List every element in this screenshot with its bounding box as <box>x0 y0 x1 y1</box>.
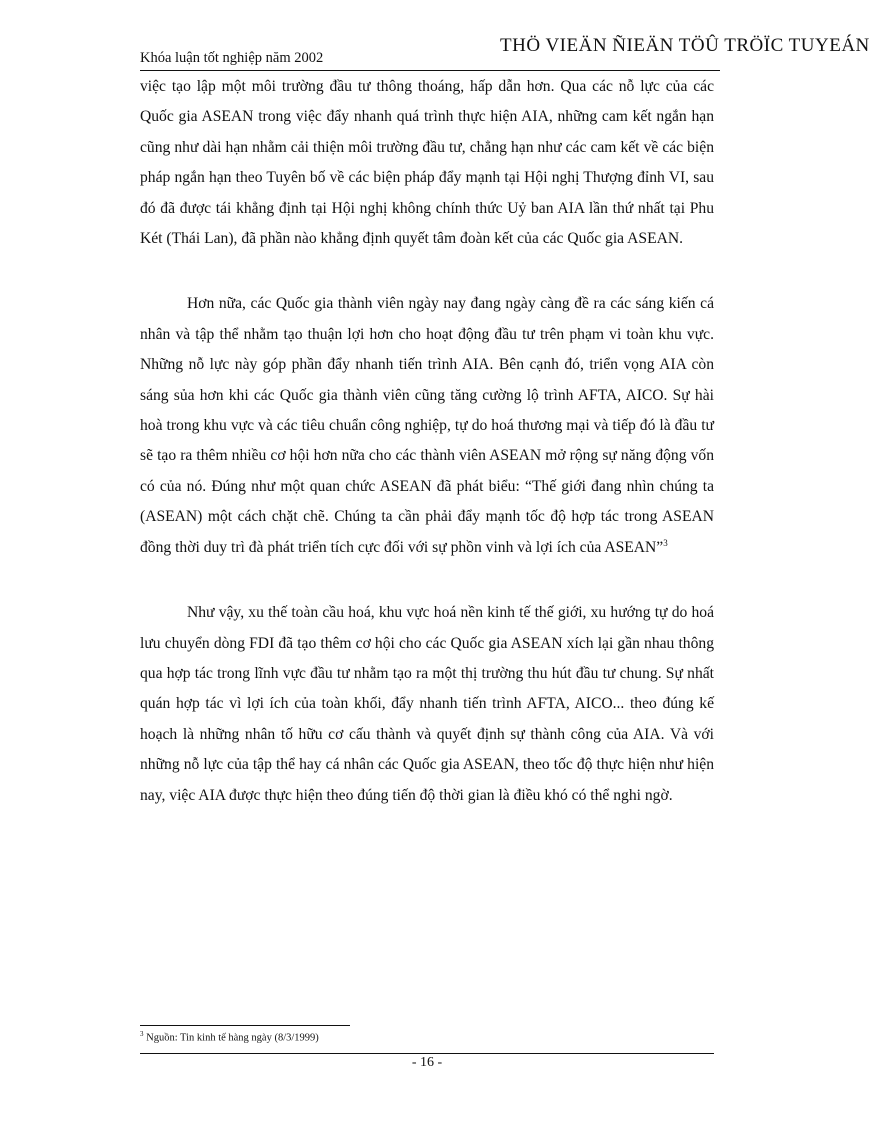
main-body <box>140 72 714 811</box>
footnote-number: 3 <box>140 1030 144 1038</box>
paragraph-2 <box>140 289 714 563</box>
paragraph-1 <box>140 72 714 254</box>
paragraph-gap <box>140 254 714 289</box>
paragraph-3 <box>140 598 714 811</box>
header-divider <box>140 70 720 71</box>
paragraph-3-text: Như vậy, xu thế toàn cầu hoá, khu vực hoá nền kinh tế thế giới, xu hướng tự do hoá lưu chuyển dòng FDI đã tạo thêm cơ hội cho các Quốc gia ASEAN xích lại gần nhau thông qua hợp tác trong lĩnh vực đầu tư nhằm tạo ra một thị trường thu hút đầu tư chung. Sự nhất quán hợp tác vì lợi ích của toàn khối, đẩy nhanh tiến trình AFTA, AICO... theo đúng kế hoạch là những nhân tố hữu cơ cấu thành và quyết định sự thành công của AIA. Và với những nỗ lực của tập thể hay cá nhân các Quốc gia ASEAN, theo tốc độ thực hiện như hiện nay, việc AIA được thực hiện theo đúng tiến độ thời gian là điều khó có thể nghi ngờ. <box>140 604 714 804</box>
paragraph-2-text: Hơn nữa, các Quốc gia thành viên ngày nay đang ngày càng đề ra các sáng kiến cá nhân và tập thể nhằm tạo thuận lợi hơn cho hoạt động đầu tư trên phạm vi toàn khu vực. Những nỗ lực này góp phần đẩy nhanh tiến trình AIA. Bên cạnh đó, triển vọng AIA còn sáng sủa hơn khi các Quốc gia thành viên cũng tăng cường lộ trình AFTA, AICO. Sự hài hoà trong khu vực và các tiêu chuẩn công nghiệp, tự do hoá thương mại và tiếp đó là đầu tư sẽ tạo ra thêm nhiều cơ hội hơn nữa cho các thành viên ASEAN mở rộng sự năng động vốn có của nó. Đúng như một quan chức ASEAN đã phát biểu: “Thế giới đang nhìn chúng ta (ASEAN) một cách chặt chẽ. Chúng ta cần phải đẩy mạnh tốc độ hợp tác trong ASEAN đồng thời duy trì đà phát triển tích cực đối với sự phồn vinh và lợi ích của ASEAN” <box>140 295 714 556</box>
header-library-banner: THÖ VIEÄN ÑIEÄN TÖÛ TRÖÏC TUYEÁN <box>500 35 870 56</box>
page-number: - 16 - <box>411 1055 443 1070</box>
footnote <box>140 1030 319 1044</box>
header-document-title: Khóa luận tốt nghiệp năm 2002 <box>140 50 324 66</box>
paragraph-1-text: việc tạo lập một môi trường đầu tư thông thoáng, hấp dẫn hơn. Qua các nỗ lực của các Quốc gia ASEAN trong việc đẩy nhanh quá trình thực hiện AIA, những cam kết ngắn hạn cũng như dài hạn nhằm cải thiện môi trường đầu tư, chẳng hạn như các cam kết về các biện pháp ngắn hạn theo Tuyên bố về các biện pháp đẩy mạnh tại Hội nghị Thượng đỉnh VI, sau đó đã được tái khẳng định tại Hội nghị không chính thức Uỷ ban AIA lần thứ nhất tại Phu Két (Thái Lan), đã phần nào khẳng định quyết tâm đoàn kết của các Quốc gia ASEAN. <box>140 78 714 248</box>
paragraph-gap <box>140 563 714 598</box>
footer-divider <box>140 1053 714 1054</box>
footnote-divider <box>140 1025 350 1026</box>
footnote-reference[interactable]: 3 <box>663 537 668 548</box>
footnote-text: Nguồn: Tin kinh tế hàng ngày (8/3/1999) <box>146 1032 319 1044</box>
